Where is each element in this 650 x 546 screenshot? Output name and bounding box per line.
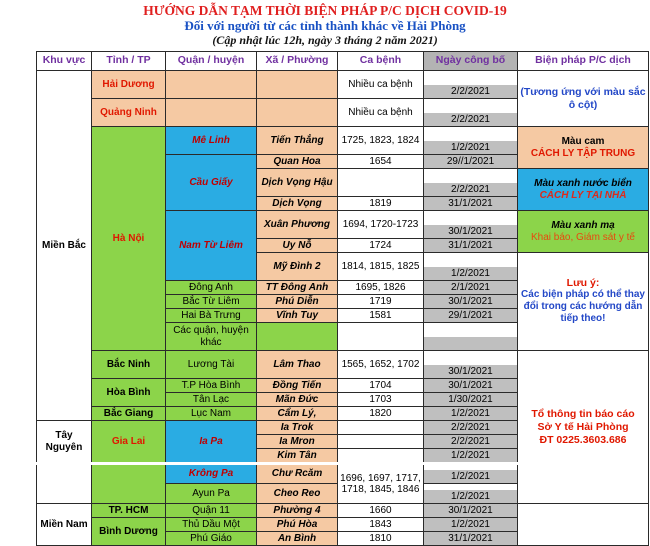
ward-cell: Mãn Đức [257,393,338,407]
date-value: 30/1/2021 [424,379,517,392]
province-cell: Quảng Ninh [92,99,166,127]
cases-cell: Nhiều ca bệnh [338,99,424,127]
header-khu-vuc: Khu vực [37,52,92,71]
contact-line: ĐT 0225.3603.686 [539,433,627,446]
measure-blue-cell [518,169,649,211]
ward-cell: Phú Hòa [257,518,338,532]
measure-action-label: CÁCH LY TẠI NHÀ [539,189,627,201]
ward-cell-empty [257,71,338,99]
header-xa-phuong: Xã / Phường [257,52,338,71]
region-cell-empty [37,464,92,504]
header-ca-benh: Ca bệnh [338,52,424,71]
district-cell: Bắc Từ Liêm [166,295,257,309]
date-cell [424,393,518,407]
table-row [37,127,649,155]
province-cell: Hải Dương [92,71,166,99]
region-cell: Tây Nguyên [37,421,92,464]
district-cell-empty [166,71,257,99]
page-title: HƯỚNG DẪN TẠM THỜI BIỆN PHÁP P/C DỊCH COVID-19 [143,3,507,18]
date-cell [424,379,518,393]
measure-cell-empty [518,504,649,546]
date-cell [424,71,518,99]
table-row [37,351,649,379]
province-cell: Hòa Bình [92,379,166,407]
contact-line: Tổ thông tin báo cáo [531,407,635,420]
district-cell: Quận 11 [166,504,257,518]
measure-color-label: Màu xanh nước biển [534,178,632,189]
ward-cell: Mỹ Đình 2 [257,253,338,281]
district-cell: Krông Pa [166,464,257,484]
date-cell [424,504,518,518]
header-ngay-cong-bo: Ngày công bố [424,52,518,71]
date-value: 1/2/2021 [424,490,517,503]
measure-color-label: Màu xanh mạ [551,220,615,231]
cases-cell: 1695, 1826 [338,281,424,295]
date-value: 2/2/2021 [424,183,517,196]
ward-cell: Kim Tân [257,449,338,464]
ward-cell-empty [257,99,338,127]
date-value: 1/2/2021 [424,470,517,483]
table-row [37,71,649,99]
date-value: 30/1/2021 [424,295,517,308]
measure-contact-cell [518,351,649,504]
ward-cell: Tiến Thắng [257,127,338,155]
district-cell: Nam Từ Liêm [166,211,257,281]
measure-action-label: Khai báo, Giám sát y tế [531,231,635,243]
date-cell [424,239,518,253]
header-bien-phap: Biện pháp P/C dịch [518,52,649,71]
date-cell [424,518,518,532]
cases-cell: 1660 [338,504,424,518]
ward-cell: Uy Nỗ [257,239,338,253]
date-cell [424,435,518,449]
date-cell [424,99,518,127]
date-value: 29/1/2021 [424,309,517,322]
cases-cell: 1703 [338,393,424,407]
date-value-empty [424,337,517,350]
date-cell [424,532,518,546]
date-value: 31/1/2021 [424,197,517,210]
ward-cell: Phường 4 [257,504,338,518]
note-body: Các biện pháp có thể thay đổi trong các hướng dẫn tiếp theo! [521,289,645,325]
date-value: 1/2/2021 [424,141,517,154]
date-value: 31/1/2021 [424,239,517,252]
page-subtitle: Đối với người từ các tỉnh thành khác về Hải Phòng [184,18,466,33]
date-cell [424,351,518,379]
cases-cell-empty [338,435,424,449]
district-cell: Cầu Giấy [166,155,257,211]
date-value: 1/2/2021 [424,267,517,280]
cases-cell: 1820 [338,407,424,421]
date-value: 29//1/2021 [424,155,517,168]
ward-cell: Cẩm Lý, [257,407,338,421]
measure-green-cell [518,211,649,253]
date-value: 30/1/2021 [424,365,517,378]
region-cell: Miền Bắc [37,71,92,421]
ward-cell: An Bình [257,532,338,546]
date-cell [424,197,518,211]
ward-cell: Lâm Thao [257,351,338,379]
update-timestamp: (Cập nhật lúc 12h, ngày 3 tháng 2 năm 2021) [212,33,438,47]
district-cell: Mê Linh [166,127,257,155]
date-value: 2/2/2021 [424,421,517,434]
date-value: 1/2/2021 [424,407,517,420]
date-cell [424,281,518,295]
date-cell [424,211,518,239]
district-cell: Ia Pa [166,421,257,464]
province-cell: Gia Lai [92,421,166,464]
date-value: 31/1/2021 [424,532,517,545]
date-value: 1/2/2021 [424,518,517,531]
cases-cell: 1696, 1697, 1717, 1718, 1845, 1846 [338,464,424,504]
district-cell: Các quận, huyện khác [166,323,257,351]
cases-cell: 1565, 1652, 1702 [338,351,424,379]
date-value: 2/1/2021 [424,281,517,294]
district-cell-empty [166,99,257,127]
date-cell [424,295,518,309]
province-cell: Bắc Ninh [92,351,166,379]
cases-cell-empty [338,323,424,351]
date-cell [424,484,518,504]
measure-legend-cell: (Tương ứng với màu sắc ô cột) [518,71,649,127]
date-cell [424,421,518,435]
province-cell: TP. HCM [92,504,166,518]
ward-cell: Dịch Vọng Hậu [257,169,338,197]
ward-cell: Quan Hoa [257,155,338,169]
date-cell [424,464,518,484]
measure-note-cell [518,253,649,351]
date-value: 2/2/2021 [424,85,517,98]
ward-cell: Phú Diễn [257,295,338,309]
date-value: 1/2/2021 [424,449,517,462]
cases-cell: 1725, 1823, 1824 [338,127,424,155]
header-quan-huyen: Quận / huyện [166,52,257,71]
table-row [37,504,649,518]
date-value: 2/2/2021 [424,113,517,126]
measure-action-label: CÁCH LY TẬP TRUNG [530,147,636,159]
district-cell: Lục Nam [166,407,257,421]
district-cell: T.P Hòa Bình [166,379,257,393]
cases-cell: Nhiều ca bệnh [338,71,424,99]
cases-cell: 1843 [338,518,424,532]
measure-orange-cell [518,127,649,169]
date-value: 30/1/2021 [424,504,517,517]
date-cell [424,253,518,281]
province-cell-empty [92,464,166,504]
cases-cell: 1654 [338,155,424,169]
cases-cell-empty [338,421,424,435]
ward-cell: Dịch Vọng [257,197,338,211]
date-cell [424,169,518,197]
date-cell [424,155,518,169]
ward-cell-empty [257,323,338,351]
cases-cell: 1704 [338,379,424,393]
date-cell [424,407,518,421]
measure-color-label: Màu cam [561,136,605,147]
region-cell: Miền Nam [37,504,92,546]
cases-cell: 1810 [338,532,424,546]
date-cell [424,127,518,155]
cases-cell: 1814, 1815, 1825 [338,253,424,281]
ward-cell: Vĩnh Tuy [257,309,338,323]
district-cell: Lương Tài [166,351,257,379]
header-row [37,52,649,71]
province-cell: Hà Nội [92,127,166,351]
province-cell: Bình Dương [92,518,166,546]
ward-cell: Ia Mron [257,435,338,449]
cases-cell: 1581 [338,309,424,323]
cases-cell: 1724 [338,239,424,253]
ward-cell: Chư Rcăm [257,464,338,484]
ward-cell: Xuân Phương [257,211,338,239]
cases-cell-empty [338,449,424,464]
cases-cell: 1719 [338,295,424,309]
cases-cell: 1694, 1720-1723 [338,211,424,239]
district-cell: Hai Bà Trưng [166,309,257,323]
header-tinh-tp: Tỉnh / TP [92,52,166,71]
date-value: 2/2/2021 [424,435,517,448]
cases-cell-empty [338,169,424,197]
date-value: 30/1/2021 [424,225,517,238]
date-value: 1/30/2021 [424,393,517,406]
cases-cell: 1819 [338,197,424,211]
ward-cell: Ia Trok [257,421,338,435]
date-cell [424,309,518,323]
ward-cell: Cheo Reo [257,484,338,504]
contact-line: Sở Y tế Hải Phòng [537,420,629,433]
district-cell: Đông Anh [166,281,257,295]
district-cell: Thủ Dầu Một [166,518,257,532]
ward-cell: Đồng Tiến [257,379,338,393]
title-block [0,0,650,47]
note-title: Lưu ý: [566,276,600,289]
district-cell: Phú Giáo [166,532,257,546]
covid-measures-table [36,51,649,546]
date-cell [424,323,518,351]
ward-cell: TT Đông Anh [257,281,338,295]
date-cell [424,449,518,464]
district-cell: Tân Lạc [166,393,257,407]
district-cell: Ayun Pa [166,484,257,504]
province-cell: Bắc Giang [92,407,166,421]
